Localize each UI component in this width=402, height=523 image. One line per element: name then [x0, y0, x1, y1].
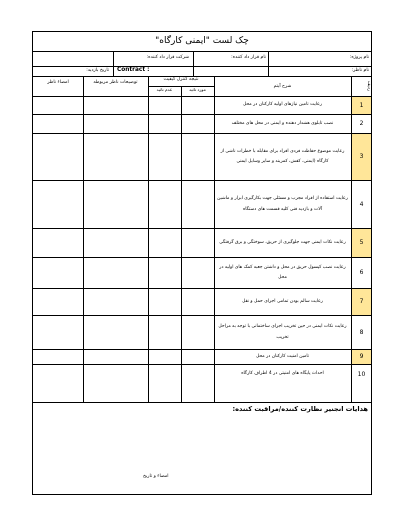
item-desc-header: شرح آیتم	[273, 84, 292, 89]
row-number: 6	[359, 269, 364, 276]
project-name-label: نام پروژه:	[349, 55, 369, 60]
row-number: 7	[352, 289, 371, 315]
not-approved-header: عدم تائید	[156, 87, 173, 92]
signature-cell[interactable]	[33, 180, 83, 228]
notes-cell[interactable]	[83, 180, 148, 228]
item-description: رعایت نصب کپسول حریق در محل و داشتن جعبه کمک های اولیه در محل	[219, 264, 346, 280]
item-description: رعایت سالم بودن تمامی اجزای حمل و نقل	[242, 298, 323, 304]
row-number: 3	[352, 134, 371, 180]
notes-cell[interactable]	[83, 288, 148, 315]
approved-cell[interactable]	[181, 257, 214, 288]
row-number: 4	[359, 201, 364, 208]
item-description: رعایت نکات ایمنی در حین تخریب اجزای ساختمانی با توجه به مراحل تخریب	[218, 324, 347, 340]
approved-cell[interactable]	[181, 228, 214, 257]
checklist-form	[32, 31, 372, 495]
item-description: رعایت موضوع حفاظت فردی افراد برای مقابله با خطرات ناشی از کارگاه (ایمنی، کفش، کمربند و سایر وسایل ایمنی	[220, 148, 345, 164]
contractor-company-label: شرکت قرار داد کننده:	[146, 55, 189, 60]
approved-cell[interactable]	[181, 349, 214, 364]
notes-cell[interactable]	[83, 315, 148, 349]
supervisor-name-label: نام ناظر:	[351, 68, 369, 73]
item-description: رعایت تامین نیازهای اولیه کارکنان در محل	[242, 102, 323, 108]
signature-cell[interactable]	[33, 257, 83, 288]
notes-cell[interactable]	[83, 96, 148, 114]
not-approved-cell[interactable]	[148, 96, 181, 114]
notes-cell[interactable]	[83, 228, 148, 257]
notes-cell[interactable]	[83, 364, 148, 384]
not-approved-cell[interactable]	[148, 114, 181, 133]
supervisor-notes-header: توضیحات ناظر مربوطه	[93, 80, 138, 85]
signature-cell[interactable]	[33, 133, 83, 180]
approved-cell[interactable]	[181, 133, 214, 180]
item-description: نصب تابلوی هشدار دهنده و ایمنی در محل های مختلف	[231, 120, 334, 126]
page-title: چک لست "ایمنی کارگاه"	[155, 36, 249, 46]
not-approved-cell[interactable]	[148, 180, 181, 228]
not-approved-cell[interactable]	[148, 288, 181, 315]
row-number: 8	[359, 329, 364, 336]
contracting-person-label: نام قرار داد کننده:	[231, 55, 266, 60]
supervisor-signature-header: امضاء ناظر	[47, 80, 69, 85]
row-number: 10	[357, 371, 366, 378]
signature-cell[interactable]	[33, 349, 83, 364]
supervisor-instructions: هدایات انجنیر نظارت کننده/مراقبت کننده:	[232, 405, 368, 413]
inspection-date-label: تاریخ بازدید:	[86, 68, 109, 73]
signature-cell[interactable]	[33, 96, 83, 114]
approved-cell[interactable]	[181, 288, 214, 315]
not-approved-cell[interactable]	[148, 257, 181, 288]
item-description: رعایت استفاده از افراد مجرب و مسئلی جهت بکارگیری ابزار و ماشین آلات و بازدید فنی کلیه قسمت های دستگاه	[217, 196, 348, 212]
not-approved-cell[interactable]	[148, 133, 181, 180]
signature-cell[interactable]	[33, 315, 83, 349]
not-approved-cell[interactable]	[148, 349, 181, 364]
not-approved-cell[interactable]	[148, 364, 181, 384]
signature-cell[interactable]	[33, 288, 83, 315]
row-num-header: ردیف	[366, 80, 371, 92]
not-approved-cell[interactable]	[148, 315, 181, 349]
signature-cell[interactable]	[33, 228, 83, 257]
item-description: رعایت نکات ایمنی جهت جلوگیری از حریق، سوختگی و برق گرفتگی	[219, 239, 346, 245]
notes-cell[interactable]	[83, 349, 148, 364]
signature-cell[interactable]	[33, 364, 83, 384]
row-number: 1	[352, 97, 371, 114]
qc-result-header: نتیجه کنترل کیفیت	[163, 77, 199, 82]
approved-cell[interactable]	[181, 96, 214, 114]
approved-cell[interactable]	[181, 114, 214, 133]
notes-cell[interactable]	[83, 114, 148, 133]
item-description: تامین امنیت کارکنان در محل	[255, 353, 310, 359]
contract-label: Contract :	[117, 67, 150, 73]
row-number: 5	[352, 229, 371, 257]
notes-cell[interactable]	[83, 133, 148, 180]
signature-cell[interactable]	[33, 114, 83, 133]
approved-cell[interactable]	[181, 180, 214, 228]
row-number: 2	[359, 120, 364, 127]
notes-cell[interactable]	[83, 257, 148, 288]
row-number: 9	[352, 350, 371, 364]
item-description: احداث پایگاه های امنیتی در 4 اطراف کارگاه	[241, 371, 324, 377]
approved-header: مورد تائید	[189, 87, 206, 92]
not-approved-cell[interactable]	[148, 228, 181, 257]
approved-cell[interactable]	[181, 315, 214, 349]
approved-cell[interactable]	[181, 364, 214, 384]
signature-date-label: امضاء و تاریخ	[143, 474, 169, 479]
